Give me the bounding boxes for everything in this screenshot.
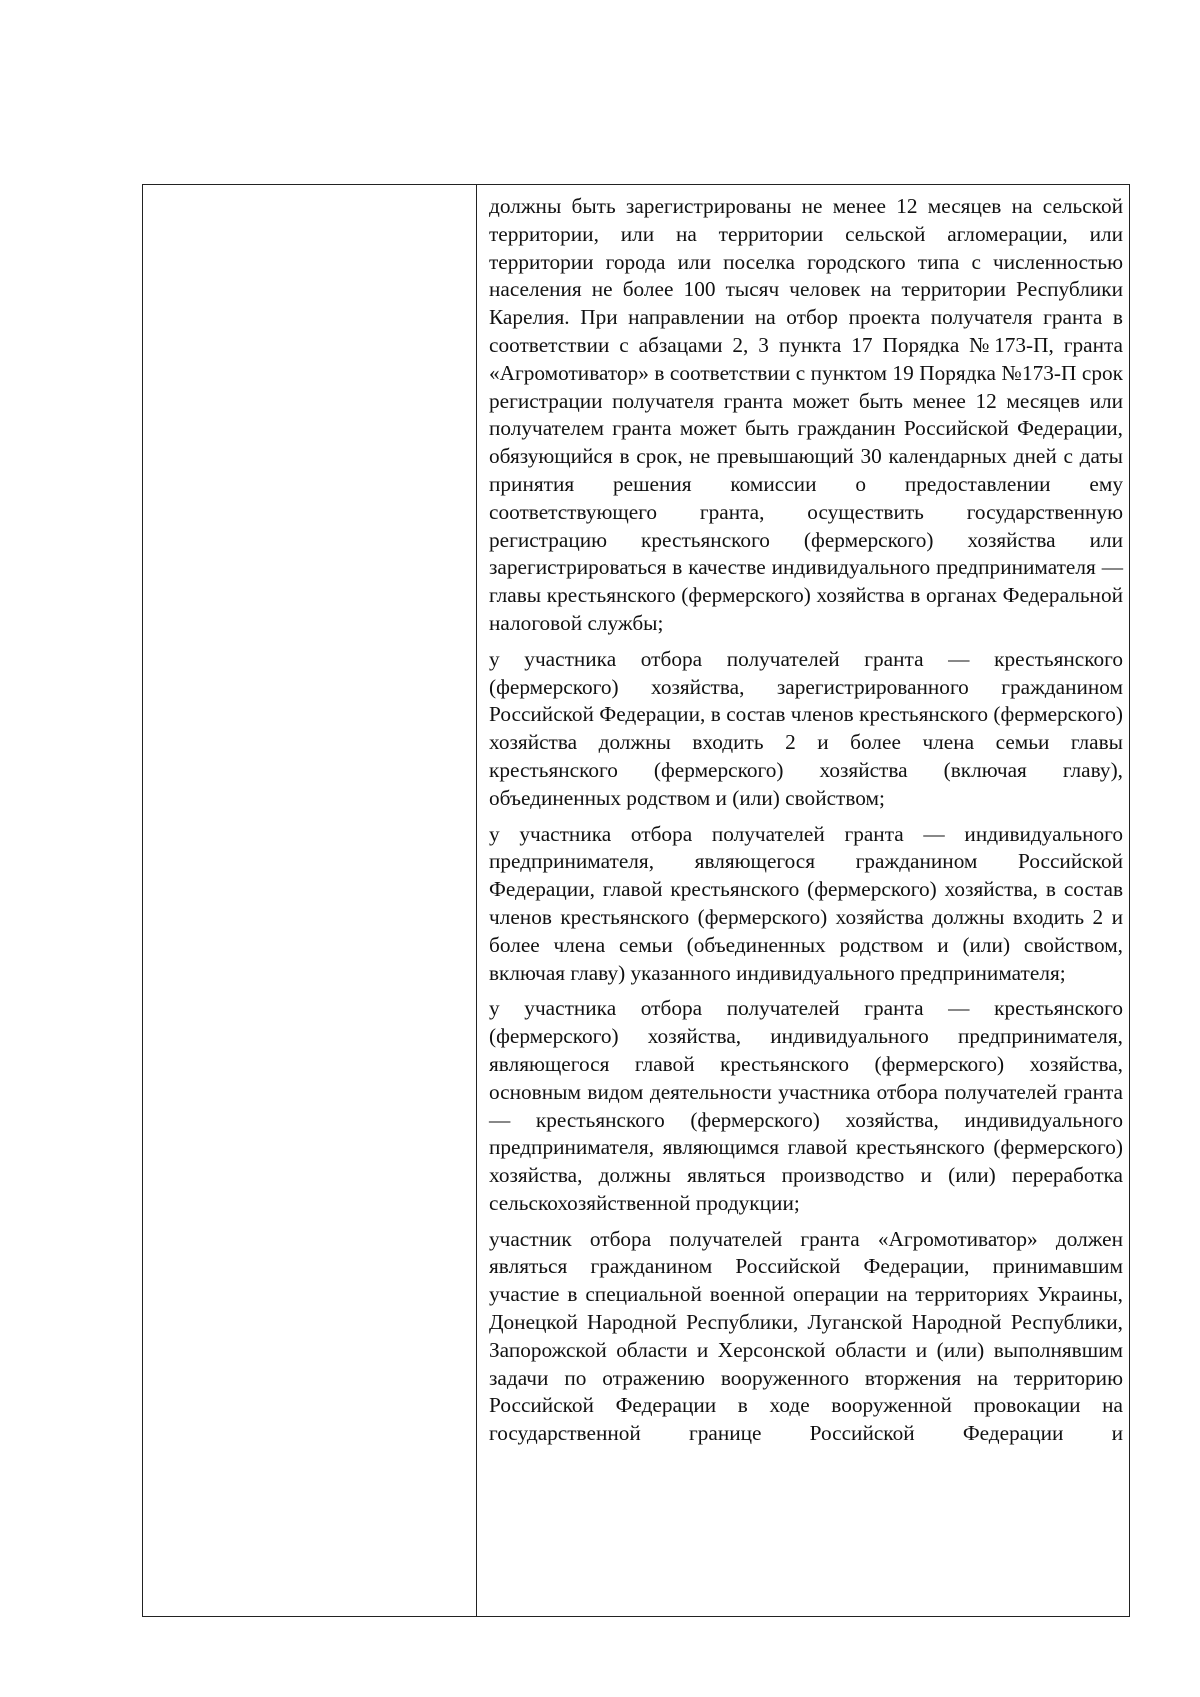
table-right-cell — [477, 185, 1129, 1616]
document-table — [142, 184, 1130, 1617]
paragraph-kfh-members: у участника отбора получателей гранта — крестьянского (фермерского) хозяйства, зарегистрированного гражданином Российской Федерации, в состав членов крестьянского (фермерского) хозяйства должны входить 2 и более члена семьи главы крестьянского (фермерского) хозяйства (включая главу), объединенных родством и (или) свойством; — [489, 646, 1123, 810]
paragraph-ip-members: у участника отбора получателей гранта — индивидуального предпринимателя, являющегося гражданином Российской Федерации, главой крестьянского (фермерского) хозяйства, в состав членов крестьянского (фермерского) хозяйства должны входить 2 и более члена семьи (объединенных родством и (или) свойством, включая главу) указанного индивидуального предпринимателя; — [489, 821, 1123, 985]
paragraph-registration-requirement: должны быть зарегистрированы не менее 12 месяцев на сельской территории, или на территории сельской агломерации, или территории города или поселка городского типа с численностью населения не более 100 тысяч человек на территории Республики Карелия. При направлении на отбор проекта получателя гранта в соответствии с абзацами 2, 3 пункта 17 Порядка №173-П, гранта «Агромотиватор» в соответствии с пунктом 19 Порядка №173-П срок регистрации получателя гранта может быть менее 12 месяцев или получателем гранта может быть гражданин Российской Федерации, обязующийся в срок, не превышающий 30 календарных дней с даты принятия решения комиссии о предоставлении ему соответствующего гранта, осуществить государственную регистрацию крестьянского (фермерского) хозяйства или зарегистрироваться в качестве индивидуального предпринимателя — главы крестьянского (фермерского) хозяйства в органах Федеральной налоговой службы; — [489, 194, 1123, 635]
table-left-cell — [143, 185, 477, 1616]
paragraph-agromotivator-participant: участник отбора получателей гранта «Агромотиватор» должен являться гражданином Российской Федерации, принимавшим участие в специальной военной операции на территориях Украины, Донецкой Народной Республики, Луганской Народной Республики, Запорожской области и Херсонской области и (или) выполнявшим задачи по отражению вооруженного вторжения на территорию Российской Федерации в ходе вооруженной провокации на государственной границе Российской Федерации и — [489, 1226, 1123, 1446]
paragraph-main-activity: у участника отбора получателей гранта — крестьянского (фермерского) хозяйства, индивидуального предпринимателя, являющегося главой крестьянского (фермерского) хозяйства, основным видом деятельности участника отбора получателей гранта — крестьянского (фермерского) хозяйства, индивидуального предпринимателя, являющимся главой крестьянского (фермерского) хозяйства, должны являться производство и (или) переработка сельскохозяйственной продукции; — [489, 996, 1123, 1215]
